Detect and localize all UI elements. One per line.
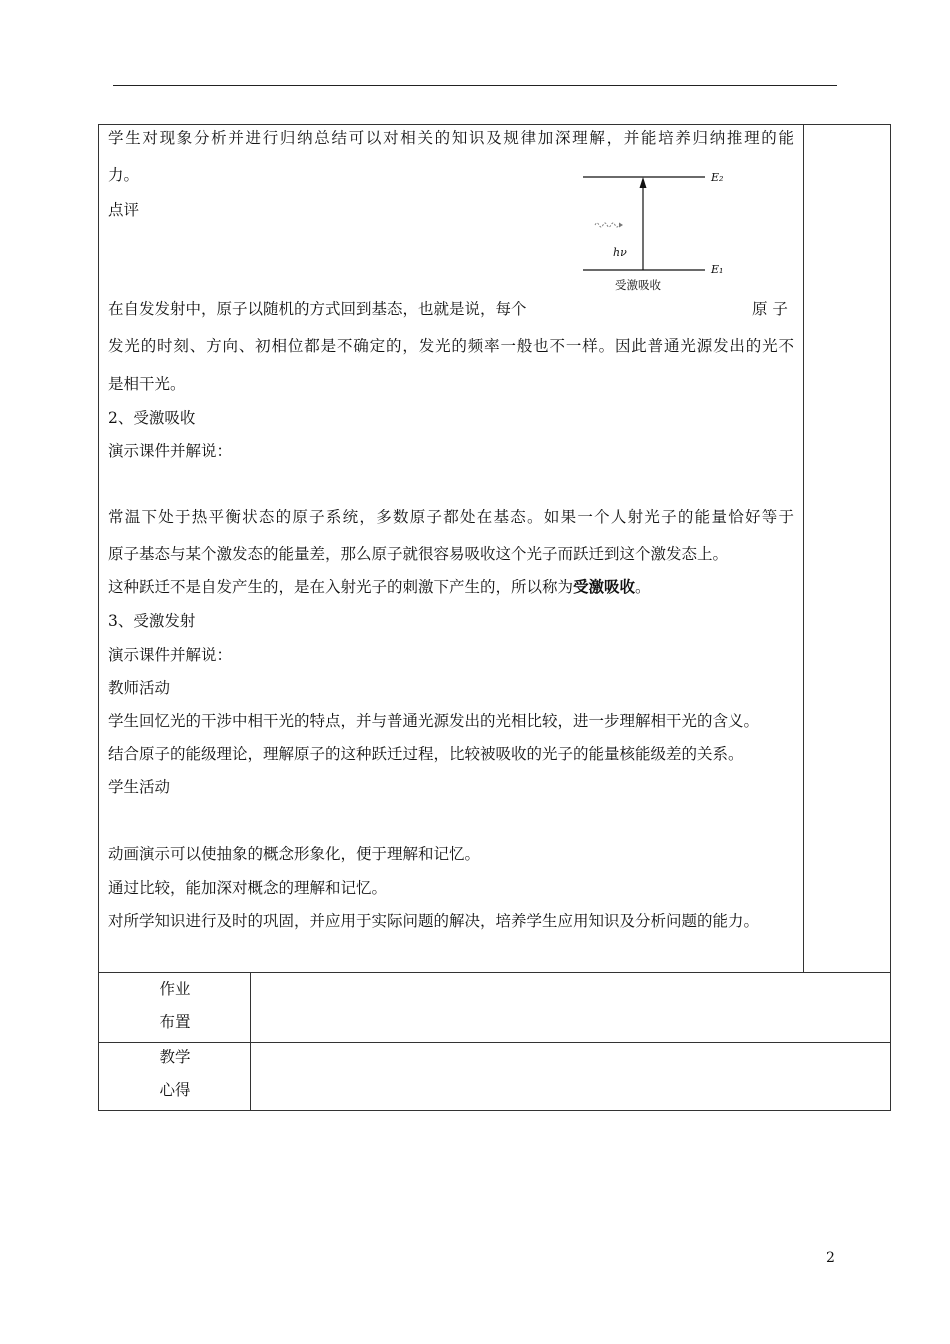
paragraph-5: 动画演示可以使抽象的概念形象化，便于理解和记忆。 — [108, 845, 481, 863]
paragraph-2-line-1b: 原 子 — [752, 300, 788, 318]
diagram-caption: 受激吸收 — [615, 278, 661, 292]
arrow-head — [640, 177, 647, 188]
paragraph-2-line-2: 发光的时刻、方向、初相位都是不确定的，发光的频率一般也不一样。因此普通光源发出的光不 — [108, 337, 794, 355]
term-stimulated-absorption: 受激吸收 — [573, 577, 636, 596]
lower-level-label: E₁ — [711, 263, 724, 276]
paragraph-3-line-1: 常温下处于热平衡状态的原子系统，多数原子都处在基态。如果一个人射光子的能量恰好等于 — [108, 508, 794, 526]
paragraph-7: 对所学知识进行及时的巩固，并应用于实际问题的解决，培养学生应用知识及分析问题的能力。 — [108, 912, 760, 930]
page-number: 2 — [826, 1250, 835, 1266]
energy-level-diagram — [575, 163, 735, 295]
paragraph-2-line-3: 是相干光。 — [108, 375, 186, 393]
paragraph-2-line-1a: 在自发发射中，原子以随机的方式回到基态，也就是说，每个 — [108, 300, 527, 318]
demo-instruction-2: 演示课件并解说： — [108, 646, 233, 664]
section-3-title: 3、受激发射 — [108, 612, 196, 630]
comment-label: 点评 — [108, 201, 140, 219]
reflection-label-line-2: 心得 — [159, 1081, 191, 1099]
incoming-photon-wave — [595, 223, 619, 227]
photon-arrow-head — [619, 223, 623, 228]
label-column-divider — [250, 972, 251, 1111]
paragraph-4-line-2: 结合原子的能级理论，理解原子的这种跃迁过程，比较被吸收的光子的能量核能级差的关系。 — [108, 745, 744, 763]
paragraph-1-line-2: 力。 — [108, 166, 140, 184]
paragraph-3-line-3c: 。 — [635, 578, 651, 596]
photon-energy-label: hν — [613, 246, 627, 259]
row-divider-2 — [98, 1042, 891, 1043]
reflection-label-line-1: 教学 — [159, 1048, 191, 1066]
paragraph-1-line-1: 学生对现象分析并进行归纳总结可以对相关的知识及规律加深理解，并能培养归纳推理的能 — [108, 129, 794, 147]
paragraph-6: 通过比较，能加深对概念的理解和记忆。 — [108, 879, 388, 897]
demo-instruction-1: 演示课件并解说： — [108, 442, 233, 460]
paragraph-3-line-3a: 这种跃迁不是自发产生的，是在入射光子的刺激下产生的，所以称为 — [108, 578, 574, 596]
paragraph-4-line-1: 学生回忆光的干涉中相干光的特点，并与普通光源发出的光相比较，进一步理解相干光的含义。 — [108, 712, 760, 730]
student-activity-label: 学生活动 — [108, 778, 171, 796]
row-divider-1 — [98, 972, 891, 973]
homework-label-line-1: 作业 — [159, 980, 191, 998]
right-column-divider — [803, 124, 804, 973]
paragraph-3-line-3 — [108, 577, 651, 597]
content-table — [98, 124, 891, 1111]
upper-level-label: E₂ — [711, 171, 724, 184]
section-2-title: 2、受激吸收 — [108, 409, 196, 427]
homework-label-line-2: 布置 — [159, 1013, 191, 1031]
paragraph-3-line-2: 原子基态与某个激发态的能量差，那么原子就很容易吸收这个光子而跃迁到这个激发态上。 — [108, 545, 729, 563]
header-rule — [113, 85, 837, 86]
teacher-activity-label: 教师活动 — [108, 679, 171, 697]
